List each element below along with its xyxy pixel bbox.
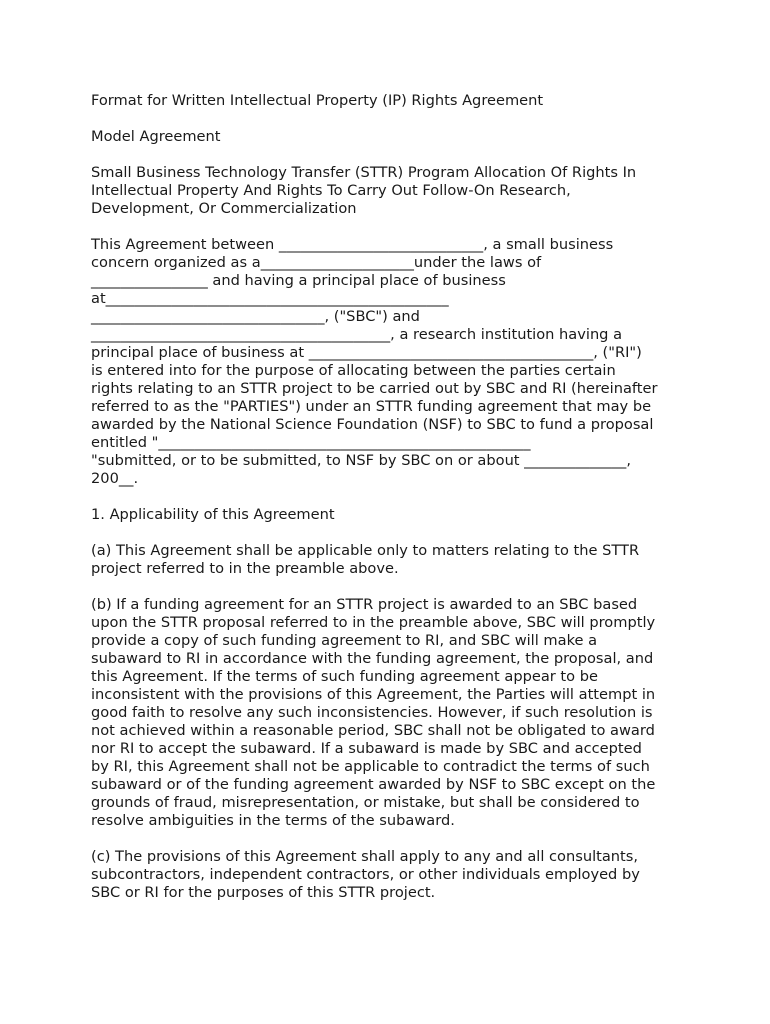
section-heading: 1. Applicability of this Agreement — [91, 506, 335, 523]
preamble-line: principal place of business at _______________________________________, ("RI") — [91, 344, 642, 361]
paragraph-line: by RI, this Agreement shall not be applicable to contradict the terms of such — [91, 758, 650, 775]
paragraph-line: provide a copy of such funding agreement to RI, and SBC will make a — [91, 632, 598, 649]
paragraph-line: good faith to resolve any such inconsistencies. However, if such resolution is — [91, 704, 653, 721]
paragraph-line: upon the STTR proposal referred to in the preamble above, SBC will promptly — [91, 614, 656, 631]
paragraph-gap — [91, 110, 691, 128]
preamble-line: at_______________________________________________ — [91, 290, 449, 307]
preamble-line: awarded by the National Science Foundation (NSF) to SBC to fund a proposal — [91, 416, 654, 433]
document-subtitle: Model Agreement — [91, 128, 221, 145]
paragraph-a — [91, 542, 691, 578]
preamble-line: entitled "___________________________________________________ — [91, 434, 531, 451]
paragraph-line: inconsistent with the provisions of this Agreement, the Parties will attempt in — [91, 686, 656, 703]
paragraph-gap — [91, 830, 691, 848]
paragraph-line: (c) The provisions of this Agreement shall apply to any and all consultants, — [91, 848, 639, 865]
document-body — [91, 92, 691, 902]
paragraph-line: project referred to in the preamble above. — [91, 560, 399, 577]
preamble-line: _________________________________________, a research institution having a — [91, 326, 623, 343]
paragraph-b — [91, 596, 691, 830]
paragraph-line: (b) If a funding agreement for an STTR project is awarded to an SBC based — [91, 596, 638, 613]
preamble-line: "submitted, or to be submitted, to NSF by SBC on or about ______________, — [91, 452, 631, 469]
paragraph-gap — [91, 488, 691, 506]
paragraph-gap — [91, 146, 691, 164]
preamble-line: This Agreement between ____________________________, a small business — [91, 236, 614, 253]
heading-block — [91, 164, 691, 218]
paragraph-line: not achieved within a reasonable period, SBC shall not be obligated to award — [91, 722, 655, 739]
paragraph-line: subaward or of the funding agreement awarded by NSF to SBC except on the — [91, 776, 656, 793]
paragraph-line: subaward to RI in accordance with the funding agreement, the proposal, and — [91, 650, 654, 667]
heading-line: Intellectual Property And Rights To Carry Out Follow-On Research, — [91, 182, 571, 199]
heading-line: Development, Or Commercialization — [91, 200, 357, 217]
preamble-line: ________________ and having a principal place of business — [91, 272, 506, 289]
preamble-line: rights relating to an STTR project to be carried out by SBC and RI (hereinafter — [91, 380, 658, 397]
preamble-line: 200__. — [91, 470, 139, 487]
heading-line: Small Business Technology Transfer (STTR) Program Allocation Of Rights In — [91, 164, 637, 181]
paragraph-line: grounds of fraud, misrepresentation, or mistake, but shall be considered to — [91, 794, 640, 811]
preamble-line: is entered into for the purpose of allocating between the parties certain — [91, 362, 616, 379]
paragraph-line: nor RI to accept the subaward. If a subaward is made by SBC and accepted — [91, 740, 642, 757]
paragraph-line: subcontractors, independent contractors, or other individuals employed by — [91, 866, 640, 883]
paragraph-c — [91, 848, 691, 902]
document-title: Format for Written Intellectual Property (IP) Rights Agreement — [91, 92, 544, 109]
paragraph-line: SBC or RI for the purposes of this STTR project. — [91, 884, 436, 901]
paragraph-line: this Agreement. If the terms of such funding agreement appear to be — [91, 668, 598, 685]
preamble-line: concern organized as a_____________________under the laws of — [91, 254, 542, 271]
paragraph-line: resolve ambiguities in the terms of the subaward. — [91, 812, 455, 829]
preamble-paragraph — [91, 236, 691, 488]
paragraph-gap — [91, 218, 691, 236]
paragraph-gap — [91, 578, 691, 596]
preamble-line: ________________________________, ("SBC") and — [91, 308, 420, 325]
preamble-line: referred to as the "PARTIES") under an STTR funding agreement that may be — [91, 398, 652, 415]
paragraph-gap — [91, 524, 691, 542]
paragraph-line: (a) This Agreement shall be applicable only to matters relating to the STTR — [91, 542, 640, 559]
